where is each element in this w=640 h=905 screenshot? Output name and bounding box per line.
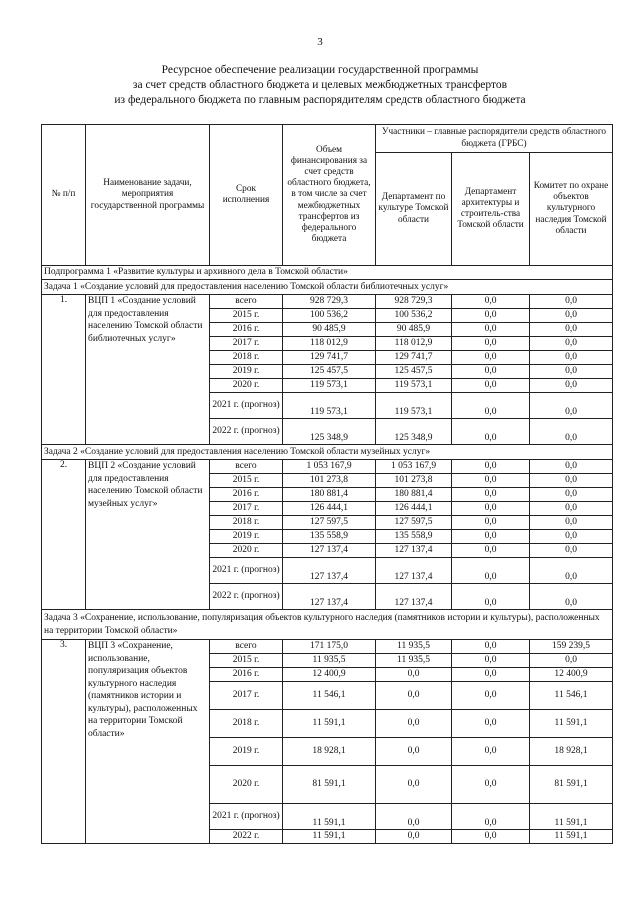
dep-culture-cell: 125 348,9 [376,419,452,445]
dep-arch-cell: 0,0 [452,710,530,738]
dep-arch-cell: 0,0 [452,682,530,710]
financing-cell: 12 400,9 [283,668,376,682]
dep-arch-cell: 0,0 [452,351,530,365]
period-cell: 2019 г. [210,365,283,379]
committee-cell: 0,0 [530,379,613,393]
dep-culture-cell: 126 444,1 [376,502,452,516]
page-number: 3 [317,36,323,48]
item-number: 1. [42,295,86,445]
document-title [40,63,600,108]
table-row [42,295,613,309]
task-title: Задача 2 «Создание условий для предоставления населению Томской области музейных услуг» [42,445,613,460]
committee-cell: 0,0 [530,309,613,323]
dep-culture-cell: 119 573,1 [376,379,452,393]
resource-table [41,124,613,844]
dep-arch-cell: 0,0 [452,488,530,502]
period-cell: 2018 г. [210,710,283,738]
financing-cell: 126 444,1 [283,502,376,516]
dep-culture-cell: 11 935,5 [376,654,452,668]
item-name: ВЦП 2 «Создание условий для предоставления населению Томской области музейных услуг» [86,460,210,610]
committee-cell: 0,0 [530,488,613,502]
financing-cell: 129 741,7 [283,351,376,365]
dep-culture-cell: 180 881,4 [376,488,452,502]
period-cell: 2015 г. [210,654,283,668]
committee-cell: 0,0 [530,544,613,558]
period-cell: 2016 г. [210,323,283,337]
period-cell: всего [210,295,283,309]
header-financing: Объем финансирования за счет средств областного бюджета, в том числе за счет межбюджетных трансфертов из федерального бюджета [283,125,376,266]
committee-cell: 0,0 [530,393,613,419]
task-title: Задача 1 «Создание условий для предоставления населению Томской области библиотечных услуг» [42,280,613,295]
financing-cell: 11 546,1 [283,682,376,710]
committee-cell: 0,0 [530,323,613,337]
financing-cell: 11 591,1 [283,804,376,830]
period-cell: всего [210,640,283,654]
table-row [42,640,613,654]
committee-cell: 0,0 [530,351,613,365]
financing-cell: 119 573,1 [283,379,376,393]
dep-culture-cell: 0,0 [376,738,452,766]
dep-arch-cell: 0,0 [452,558,530,584]
dep-arch-cell: 0,0 [452,379,530,393]
committee-cell: 0,0 [530,337,613,351]
dep-arch-cell: 0,0 [452,337,530,351]
period-cell: 2018 г. [210,516,283,530]
dep-arch-cell: 0,0 [452,419,530,445]
committee-cell: 81 591,1 [530,766,613,804]
header-term: Срок исполнения [210,125,283,266]
period-cell: 2019 г. [210,530,283,544]
financing-cell: 180 881,4 [283,488,376,502]
committee-cell: 0,0 [530,474,613,488]
committee-cell: 12 400,9 [530,668,613,682]
dep-culture-cell: 118 012,9 [376,337,452,351]
committee-cell: 11 591,1 [530,710,613,738]
item-name: ВЦП 3 «Сохранение, использование, популяризация объектов культурного наследия (памятников истории и культуры), расположенных на территории Томской области» [86,640,210,844]
financing-cell: 127 137,4 [283,544,376,558]
dep-arch-cell: 0,0 [452,544,530,558]
financing-cell: 11 591,1 [283,830,376,844]
period-cell: 2021 г. (прогноз) [210,804,283,830]
committee-cell: 0,0 [530,530,613,544]
committee-cell: 0,0 [530,365,613,379]
dep-culture-cell: 127 597,5 [376,516,452,530]
financing-cell: 125 457,5 [283,365,376,379]
committee-cell: 0,0 [530,558,613,584]
header-dep-culture: Департамент по культуре Томской области [376,153,452,266]
period-cell: 2020 г. [210,544,283,558]
period-cell: 2016 г. [210,668,283,682]
period-cell: 2016 г. [210,488,283,502]
committee-cell: 0,0 [530,584,613,610]
committee-cell: 0,0 [530,460,613,474]
period-cell: 2019 г. [210,738,283,766]
dep-culture-cell: 129 741,7 [376,351,452,365]
dep-culture-cell: 135 558,9 [376,530,452,544]
financing-cell: 127 137,4 [283,558,376,584]
financing-cell: 127 137,4 [283,584,376,610]
dep-arch-cell: 0,0 [452,295,530,309]
dep-culture-cell: 100 536,2 [376,309,452,323]
dep-arch-cell: 0,0 [452,640,530,654]
header-num: № п/п [42,125,86,266]
dep-arch-cell: 0,0 [452,654,530,668]
dep-culture-cell: 0,0 [376,766,452,804]
dep-arch-cell: 0,0 [452,393,530,419]
financing-cell: 171 175,0 [283,640,376,654]
title-line: за счет средств областного бюджета и целевых межбюджетных трансфертов [132,79,508,91]
financing-cell: 100 536,2 [283,309,376,323]
item-number: 3. [42,640,86,844]
dep-arch-cell: 0,0 [452,584,530,610]
committee-cell: 0,0 [530,502,613,516]
period-cell: 2022 г. [210,830,283,844]
committee-cell: 0,0 [530,516,613,530]
subprogram-row: Подпрограмма 1 «Развитие культуры и архивного дела в Томской области» [42,266,613,280]
period-cell: 2017 г. [210,502,283,516]
dep-arch-cell: 0,0 [452,830,530,844]
period-cell: 2022 г. (прогноз) [210,419,283,445]
dep-culture-cell: 928 729,3 [376,295,452,309]
dep-arch-cell: 0,0 [452,460,530,474]
dep-culture-cell: 0,0 [376,830,452,844]
dep-arch-cell: 0,0 [452,738,530,766]
committee-cell: 11 546,1 [530,682,613,710]
dep-culture-cell: 90 485,9 [376,323,452,337]
dep-culture-cell: 101 273,8 [376,474,452,488]
dep-culture-cell: 0,0 [376,804,452,830]
dep-arch-cell: 0,0 [452,530,530,544]
committee-cell: 159 239,5 [530,640,613,654]
period-cell: всего [210,460,283,474]
period-cell: 2015 г. [210,474,283,488]
period-cell: 2015 г. [210,309,283,323]
dep-culture-cell: 1 053 167,9 [376,460,452,474]
financing-cell: 101 273,8 [283,474,376,488]
financing-cell: 11 591,1 [283,710,376,738]
period-cell: 2020 г. [210,379,283,393]
dep-culture-cell: 127 137,4 [376,558,452,584]
header-name: Наименование задачи, мероприятия государственной программы [86,125,210,266]
table-row [42,460,613,474]
dep-culture-cell: 127 137,4 [376,544,452,558]
dep-culture-cell: 0,0 [376,682,452,710]
period-cell: 2017 г. [210,682,283,710]
header-committee: Комитет по охране объектов культурного наследия Томской области [530,153,613,266]
dep-culture-cell: 0,0 [376,710,452,738]
title-line: из федерального бюджета по главным распорядителям средств областного бюджета [114,94,526,106]
dep-arch-cell: 0,0 [452,474,530,488]
item-name: ВЦП 1 «Создание условий для предоставления населению Томской области библиотечных услуг» [86,295,210,445]
dep-arch-cell: 0,0 [452,365,530,379]
dep-culture-cell: 119 573,1 [376,393,452,419]
financing-cell: 118 012,9 [283,337,376,351]
financing-cell: 125 348,9 [283,419,376,445]
committee-cell: 18 928,1 [530,738,613,766]
dep-arch-cell: 0,0 [452,668,530,682]
financing-cell: 18 928,1 [283,738,376,766]
item-number: 2. [42,460,86,610]
financing-cell: 11 935,5 [283,654,376,668]
dep-culture-cell: 125 457,5 [376,365,452,379]
dep-arch-cell: 0,0 [452,516,530,530]
financing-cell: 928 729,3 [283,295,376,309]
dep-culture-cell: 0,0 [376,668,452,682]
task-title: Задача 3 «Сохранение, использование, популяризация объектов культурного наследия (памятников истории и культуры), расположенных на территории Томской области» [42,610,613,640]
period-cell: 2022 г. (прогноз) [210,584,283,610]
financing-cell: 127 597,5 [283,516,376,530]
dep-arch-cell: 0,0 [452,502,530,516]
period-cell: 2020 г. [210,766,283,804]
period-cell: 2021 г. (прогноз) [210,393,283,419]
dep-arch-cell: 0,0 [452,766,530,804]
dep-arch-cell: 0,0 [452,309,530,323]
dep-culture-cell: 127 137,4 [376,584,452,610]
financing-cell: 119 573,1 [283,393,376,419]
header-dep-arch: Департамент архитектуры и строитель-ства Томской области [452,153,530,266]
period-cell: 2017 г. [210,337,283,351]
committee-cell: 0,0 [530,654,613,668]
financing-cell: 81 591,1 [283,766,376,804]
committee-cell: 11 591,1 [530,830,613,844]
title-line: Ресурсное обеспечение реализации государственной программы [161,64,479,76]
period-cell: 2021 г. (прогноз) [210,558,283,584]
dep-arch-cell: 0,0 [452,804,530,830]
period-cell: 2018 г. [210,351,283,365]
header-participants: Участники – главные распорядители средств областного бюджета (ГРБС) [376,125,613,153]
financing-cell: 1 053 167,9 [283,460,376,474]
financing-cell: 135 558,9 [283,530,376,544]
dep-culture-cell: 11 935,5 [376,640,452,654]
committee-cell: 0,0 [530,295,613,309]
committee-cell: 11 591,1 [530,804,613,830]
committee-cell: 0,0 [530,419,613,445]
financing-cell: 90 485,9 [283,323,376,337]
dep-arch-cell: 0,0 [452,323,530,337]
